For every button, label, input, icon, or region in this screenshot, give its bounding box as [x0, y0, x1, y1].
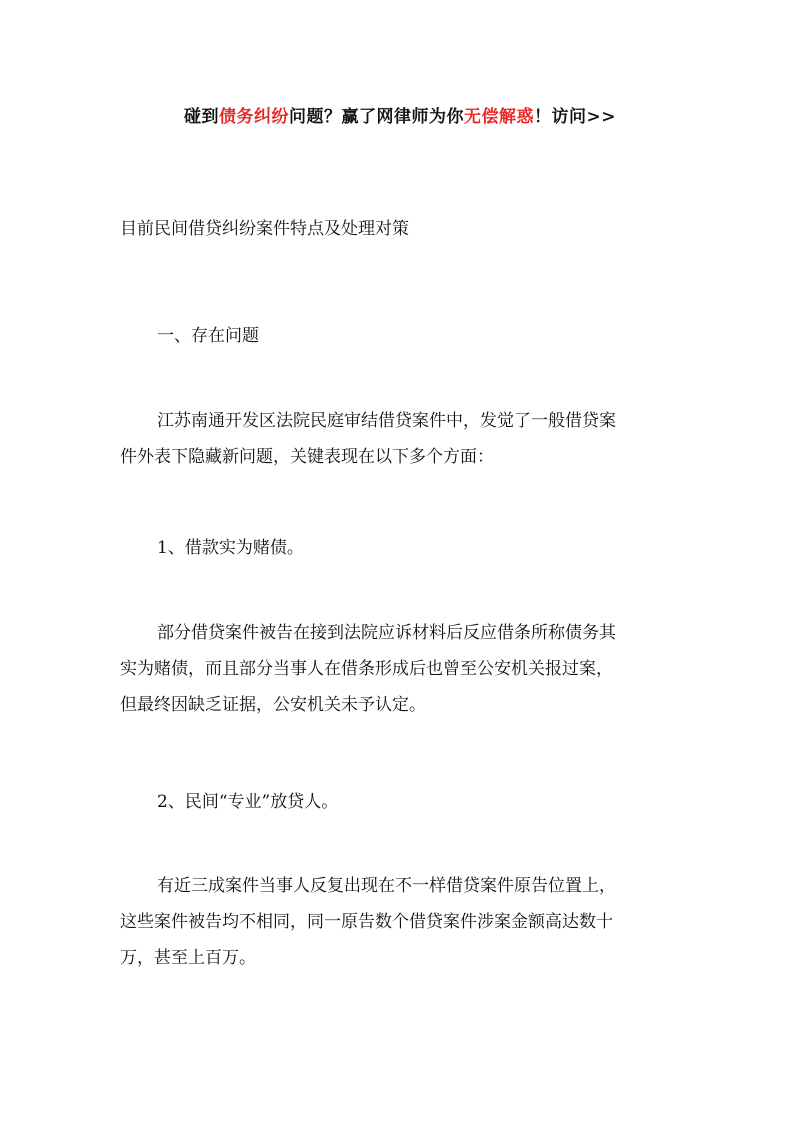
paragraph-line: 2、民间“专业”放贷人。: [157, 792, 339, 812]
paragraph-line: 这些案件被告均不相同，同一原告数个借贷案件涉案金额高达数十: [120, 912, 613, 932]
promo-banner: [0, 104, 800, 130]
section-heading-problems: [120, 318, 680, 354]
paragraph-professional-lender: [120, 868, 680, 976]
paragraph-line: 部分借贷案件被告在接到法院应诉材料后反应借条所称债务其: [157, 623, 616, 643]
document-title: 目前民间借贷纠纷案件特点及处理对策: [120, 219, 409, 239]
banner-keyword-debt-dispute: 债务纠纷: [219, 107, 289, 127]
paragraph-intro: [120, 403, 680, 475]
paragraph-line: 万，甚至上百万。: [120, 948, 256, 968]
visit-link[interactable]: 访问>>: [551, 107, 616, 127]
banner-suffix: ！: [534, 107, 552, 127]
paragraph-line: 有近三成案件当事人反复出现在不一样借贷案件原告位置上，: [157, 876, 616, 896]
banner-middle: 问题？赢了网律师为你: [289, 107, 464, 127]
paragraph-line: 一、存在问题: [157, 326, 259, 346]
item-heading-professional-lender: [120, 784, 680, 820]
banner-keyword-free-answer: 无偿解惑: [464, 107, 534, 127]
paragraph-line: 实为赌债，而且部分当事人在借条形成后也曾至公安机关报过案，: [120, 659, 613, 679]
paragraph-line: 但最终因缺乏证据，公安机关未予认定。: [120, 695, 426, 715]
paragraph-line: 江苏南通开发区法院民庭审结借贷案件中，发觉了一般借贷案: [157, 411, 616, 431]
paragraph-line: 1、借款实为赌债。: [157, 538, 304, 558]
paragraph-line: 件外表下隐藏新问题，关键表现在以下多个方面：: [120, 447, 494, 467]
item-heading-gambling-debt: [120, 530, 680, 566]
banner-prefix: 碰到: [184, 107, 219, 127]
paragraph-gambling-debt: [120, 615, 680, 723]
